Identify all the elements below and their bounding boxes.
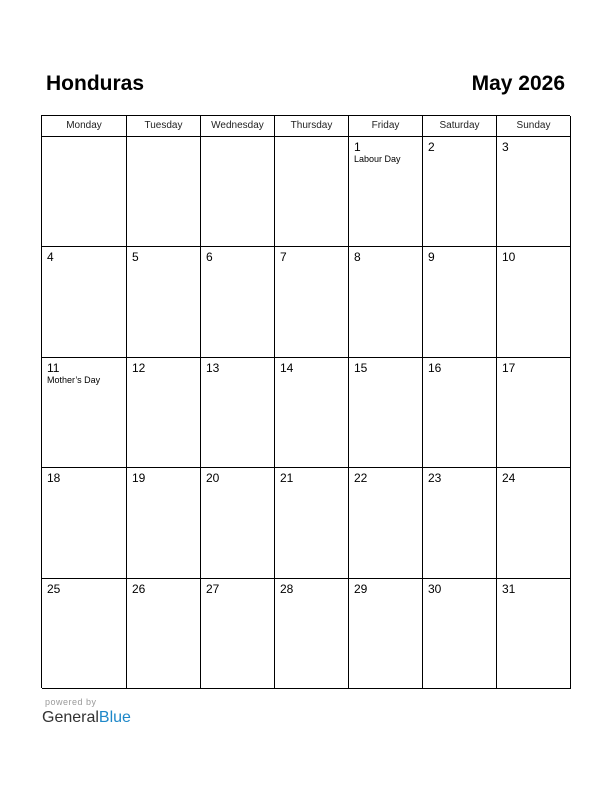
day-cell xyxy=(275,358,349,468)
day-cell-empty xyxy=(275,137,349,247)
day-cell xyxy=(275,468,349,579)
day-number: 4 xyxy=(47,250,54,264)
day-number: 17 xyxy=(502,361,516,375)
weekday-header-saturday: Saturday xyxy=(423,116,497,137)
day-cell xyxy=(275,579,349,689)
day-number: 15 xyxy=(354,361,368,375)
holiday-label: Labour Day xyxy=(354,154,401,164)
day-number: 6 xyxy=(206,250,213,264)
day-cell xyxy=(201,468,275,579)
day-number: 21 xyxy=(280,471,294,485)
day-cell xyxy=(201,358,275,468)
day-number: 30 xyxy=(428,582,442,596)
day-number: 13 xyxy=(206,361,220,375)
day-cell xyxy=(423,247,497,358)
generalblue-logo[interactable] xyxy=(42,708,131,728)
day-cell-empty xyxy=(42,137,127,247)
day-number: 24 xyxy=(502,471,516,485)
day-cell xyxy=(349,468,423,579)
day-cell-empty xyxy=(127,137,201,247)
day-cell xyxy=(423,579,497,689)
day-number: 16 xyxy=(428,361,442,375)
day-number: 9 xyxy=(428,250,435,264)
day-number: 7 xyxy=(280,250,287,264)
day-number: 26 xyxy=(132,582,146,596)
brand-blue-text: Blue xyxy=(98,709,131,726)
day-cell xyxy=(349,137,423,247)
month-title: May 2026 xyxy=(471,72,565,95)
day-cell xyxy=(423,358,497,468)
brand-general-text: General xyxy=(42,709,99,726)
weekday-header-monday: Monday xyxy=(42,116,127,137)
day-number: 27 xyxy=(206,582,220,596)
day-cell xyxy=(423,468,497,579)
day-number: 8 xyxy=(354,250,361,264)
day-cell xyxy=(497,247,571,358)
day-number: 14 xyxy=(280,361,294,375)
day-cell xyxy=(42,468,127,579)
day-number: 11 xyxy=(47,361,60,375)
day-cell xyxy=(201,247,275,358)
day-number: 25 xyxy=(47,582,61,596)
weekday-header-wednesday: Wednesday xyxy=(201,116,275,137)
holiday-label: Mother’s Day xyxy=(47,375,101,385)
day-number: 31 xyxy=(502,582,516,596)
day-number: 28 xyxy=(280,582,294,596)
day-cell xyxy=(497,137,571,247)
day-cell xyxy=(127,358,201,468)
day-number: 19 xyxy=(132,471,146,485)
day-number: 20 xyxy=(206,471,220,485)
day-cell xyxy=(127,579,201,689)
day-cell xyxy=(497,358,571,468)
weekday-header-tuesday: Tuesday xyxy=(127,116,201,137)
powered-by-text: powered by xyxy=(45,697,97,707)
day-number: 22 xyxy=(354,471,368,485)
day-cell xyxy=(349,358,423,468)
day-number: 5 xyxy=(132,250,139,264)
day-cell xyxy=(127,468,201,579)
day-cell xyxy=(127,247,201,358)
calendar-grid xyxy=(41,115,570,688)
day-number: 2 xyxy=(428,140,435,154)
day-cell xyxy=(349,579,423,689)
day-cell xyxy=(201,579,275,689)
day-number: 23 xyxy=(428,471,442,485)
day-cell xyxy=(42,247,127,358)
country-title: Honduras xyxy=(46,72,145,95)
weekday-header-sunday: Sunday xyxy=(497,116,571,137)
day-cell xyxy=(42,579,127,689)
day-cell xyxy=(42,358,127,468)
day-number: 10 xyxy=(502,250,516,264)
day-number: 12 xyxy=(132,361,146,375)
weekday-header-thursday: Thursday xyxy=(275,116,349,137)
day-number: 3 xyxy=(502,140,509,154)
day-number: 29 xyxy=(354,582,368,596)
day-cell xyxy=(423,137,497,247)
day-cell-empty xyxy=(201,137,275,247)
day-cell xyxy=(497,468,571,579)
weekday-header-friday: Friday xyxy=(349,116,423,137)
day-cell xyxy=(275,247,349,358)
day-cell xyxy=(349,247,423,358)
day-number: 18 xyxy=(47,471,61,485)
day-number: 1 xyxy=(354,140,361,154)
day-cell xyxy=(497,579,571,689)
